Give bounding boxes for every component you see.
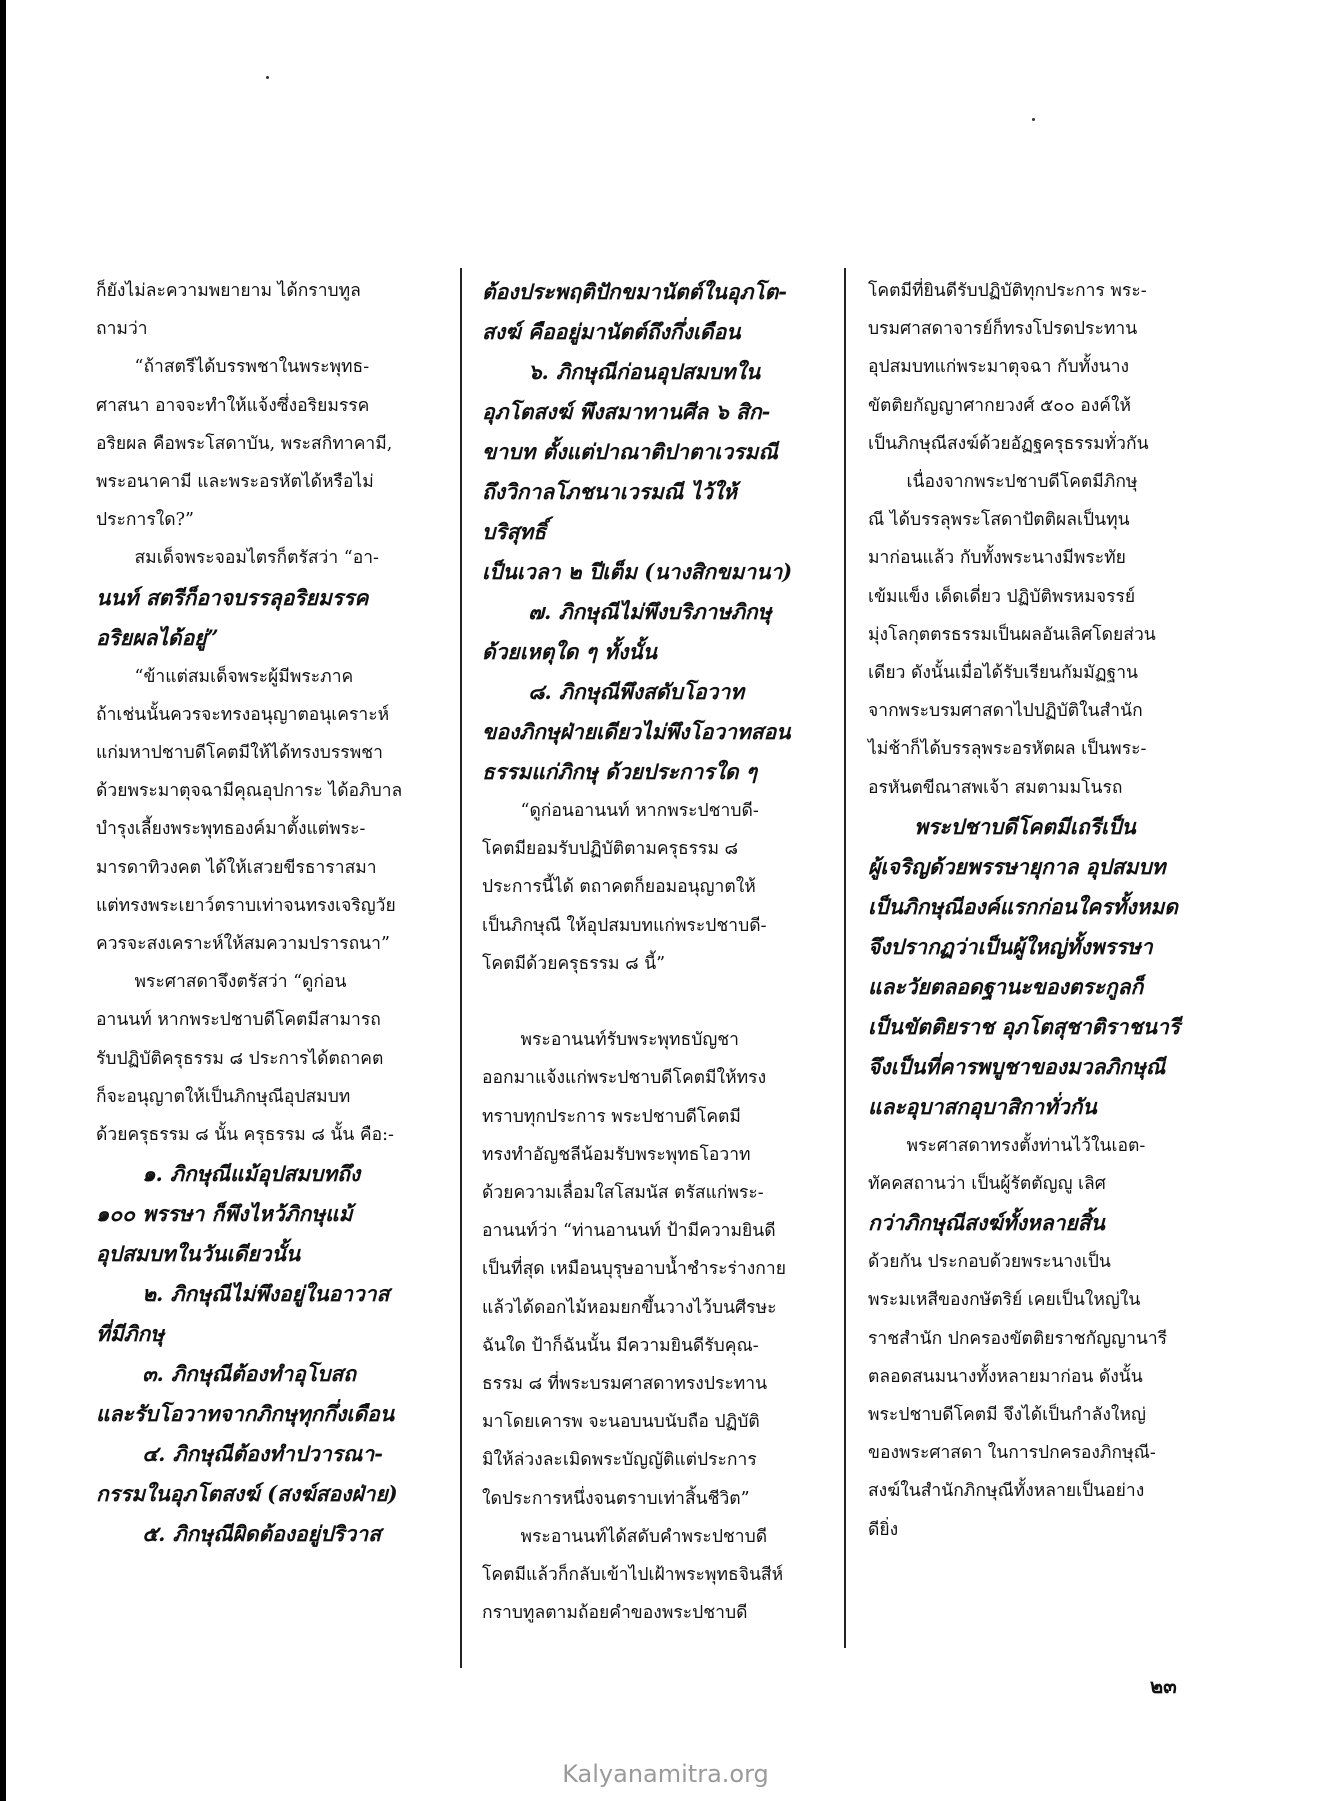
page-edge: [0, 0, 6, 1801]
text-line: อริยผล คือพระโสดาบัน, พระสกิทาคามี,: [96, 433, 393, 454]
text-line: ก็ยังไม่ละความพยายาม ได้กราบทูล: [96, 281, 361, 301]
text-line: ๗. ภิกษุณีไม่พึงบริภาษภิกษุ: [528, 599, 772, 624]
text-line: อุภโตสงฆ์ พึงสมาทานศีล ๖ สิก-: [482, 399, 771, 424]
text-line: อุปสมบทแก่พระมาตุจฉา กับทั้งนาง: [868, 357, 1130, 378]
text-line: บำรุงเลี้ยงพระพุทธองค์มาตั้งแต่พระ-: [96, 819, 366, 840]
text-line: อรหันตขีณาสพเจ้า สมตามมโนรถ: [868, 777, 1123, 798]
text-line: ของภิกษุฝ่ายเดียวไม่พึงโอวาทสอน: [482, 719, 791, 744]
text-line: พระศาสดาทรงตั้งท่านไว้ในเอต-: [906, 1135, 1146, 1156]
text-column-2: [482, 272, 800, 1632]
text-line: ใดประการหนึ่งจนตราบเท่าสิ้นชีวิต”: [482, 1488, 750, 1509]
text-line: พระอนาคามี และพระอรหัตได้หรือไม่: [96, 472, 374, 493]
text-line: ๕. ภิกษุณีผิดต้องอยู่ปริวาส: [142, 1521, 381, 1547]
text-line: “ดูก่อนอานนท์ หากพระปชาบดี-: [520, 801, 759, 821]
text-line: มาก่อนแล้ว กับทั้งพระนางมีพระทัย: [868, 548, 1126, 569]
text-line: ธรรมแก่ภิกษุ ด้วยประการใด ๆ: [482, 759, 758, 784]
text-line: เป็นภิกษุณี ให้อุปสมบทแก่พระปชาบดี-: [482, 915, 767, 936]
text-line: ทรงทำอัญชลีน้อมรับพระพุทธโอวาท: [482, 1144, 751, 1165]
text-line: เป็นขัตติยราช อุภโตสุชาติราชนารี: [868, 1013, 1181, 1039]
text-line: ด้วยความเลื่อมใสโสมนัส ตรัสแก่พระ-: [482, 1183, 764, 1204]
text-line: เป็นภิกษุณีสงฆ์ด้วยอัฏฐครุธรรมทั่วกัน: [868, 433, 1149, 454]
text-line: ๔. ภิกษุณีต้องทำปวารณา-: [142, 1441, 383, 1467]
text-line: โคตมีที่ยินดีรับปฏิบัติทุกประการ พระ-: [868, 281, 1147, 301]
text-line: ต้องประพฤติปักขมานัตต์ในอุภโต-: [482, 279, 787, 304]
text-line: ดียิ่ง: [868, 1519, 899, 1540]
text-line: โคตมียอมรับปฏิบัติตามครุธรรม ๘: [482, 839, 739, 860]
watermark: Kalyanamitra.org: [562, 1760, 769, 1788]
scan-speck: [266, 76, 269, 79]
text-line: ณี ได้บรรลุพระโสดาปัตติผลเป็นทุน: [868, 510, 1130, 531]
text-line: และอุบาสกอุบาสิกาทั่วกัน: [868, 1093, 1097, 1119]
text-line: ด้วยครุธรรม ๘ นั้น ครุธรรม ๘ นั้น คือ:-: [96, 1125, 394, 1146]
text-line: เป็นที่สุด เหมือนบุรุษอาบน้ำชำระร่างกาย: [482, 1259, 786, 1280]
text-line: กราบทูลตามถ้อยคำของพระปชาบดี: [482, 1603, 748, 1624]
text-line: ๒. ภิกษุณีไม่พึงอยู่ในอาวาส: [142, 1281, 390, 1307]
text-line: โคตมีแล้วก็กลับเข้าไปเฝ้าพระพุทธจินสีห์: [482, 1565, 784, 1586]
text-line: ผู้เจริญด้วยพรรษายุกาล อุปสมบท: [868, 853, 1166, 879]
text-line: กว่าภิกษุณีสงฆ์ทั้งหลายสิ้น: [868, 1210, 1105, 1236]
page-number: ๒๓: [1150, 1674, 1177, 1698]
text-line: ก็จะอนุญาตให้เป็นภิกษุณีอุปสมบท: [96, 1086, 351, 1107]
text-line: ถึงวิกาลโภชนาเวรมณี ไว้ให้บริสุทธิ์: [482, 479, 737, 544]
text-line: อุปสมบทในวันเดียวนั้น: [96, 1241, 301, 1267]
text-line: สงฆ์ในสำนักภิกษุณีทั้งหลายเป็นอย่าง: [868, 1481, 1145, 1502]
text-line: ของพระศาสดา ในการปกครองภิกษุณี-: [868, 1443, 1156, 1464]
text-line: มารดาทิวงคต ได้ให้เสวยขีรธาราสมา: [96, 857, 377, 878]
text-line: มุ่งโลกุตตรธรรมเป็นผลอันเลิศโดยส่วน: [868, 624, 1156, 645]
text-line: ด้วยเหตุใด ๆ ทั้งนั้น: [482, 639, 657, 664]
text-line: ประการนี้ได้ ตถาคตก็ยอมอนุญาตให้: [482, 877, 756, 898]
text-line: เดียว ดังนั้นเมื่อได้รับเรียนกัมมัฏฐาน: [868, 663, 1138, 684]
text-line: ที่มีภิกษุ: [96, 1321, 165, 1347]
text-line: ราชสำนัก ปกครองขัตติยราชกัญญานารี: [868, 1328, 1168, 1349]
text-line: ด้วยกัน ประกอบด้วยพระนางเป็น: [868, 1252, 1111, 1273]
text-line: และวัยตลอดฐานะของตระกูลก็: [868, 973, 1144, 999]
column-rule: [844, 268, 846, 1648]
text-line: จึงปรากฏว่าเป็นผู้ใหญ่ทั้งพรรษา: [868, 933, 1153, 959]
text-line: เนื่องจากพระปชาบดีโคตมีภิกษุ: [906, 472, 1138, 493]
text-line: โคตมีด้วยครุธรรม ๘ นี้”: [482, 953, 666, 974]
text-line: พระปชาบดีโคตมีเถรีเป็น: [914, 813, 1136, 839]
text-line: สมเด็จพระจอมไตรก็ตรัสว่า “อา-: [134, 548, 379, 569]
text-line: เข้มแข็ง เด็ดเดี่ยว ปฏิบัติพรหมจรรย์: [868, 586, 1136, 607]
text-line: ธรรม ๘ ที่พระบรมศาสดาทรงประทาน: [482, 1374, 768, 1395]
text-line: อริยผลได้อยู่”: [96, 624, 219, 650]
text-line: อานนท์ หากพระปชาบดีโคตมีสามารถ: [96, 1010, 381, 1031]
text-line: จึงเป็นที่คารพบูชาของมวลภิกษุณี: [868, 1053, 1166, 1079]
text-line: นนท์ สตรีก็อาจบรรลุอริยมรรค: [96, 584, 369, 610]
text-line: กรรมในอุภโตสงฆ์ (สงฆ์สองฝ่าย): [96, 1481, 398, 1507]
text-line: อานนท์ว่า “ท่านอานนท์ ป้ามีความยินดี: [482, 1221, 776, 1242]
text-line: เป็นเวลา ๒ ปีเต็ม (นางสิกขมานา): [482, 559, 793, 584]
text-line: ศาสนา อาจจะทำให้แจ้งซึ่งอริยมรรค: [96, 395, 370, 416]
text-line: ไม่ช้าก็ได้บรรลุพระอรหัตผล เป็นพระ-: [868, 739, 1147, 760]
text-line: ควรจะสงเคราะห์ให้สมความปรารถนา”: [96, 934, 390, 955]
text-line: ทราบทุกประการ พระปชาบดีโคตมี: [482, 1106, 741, 1127]
text-line: จากพระบรมศาสดาไปปฏิบัติในสำนัก: [868, 701, 1143, 722]
text-line: พระอานนท์ได้สดับคำพระปชาบดี: [520, 1526, 768, 1547]
text-line: ตลอดสนมนางทั้งหลายมาก่อน ดังนั้น: [868, 1366, 1143, 1387]
text-line: รับปฏิบัติครุธรรม ๘ ประการได้ตถาคต: [96, 1048, 384, 1069]
text-line: “ถ้าสตรีได้บรรพชาในพระพุทธ-: [134, 357, 370, 378]
text-line: พระศาสดาจึงตรัสว่า “ดูก่อน: [134, 972, 347, 993]
text-column-3: [868, 272, 1186, 1549]
text-line: [482, 983, 800, 1021]
text-line: แต่ทรงพระเยาว์ตราบเท่าจนทรงเจริญวัย: [96, 895, 396, 916]
text-line: ๘. ภิกษุณีพึงสดับโอวาท: [528, 679, 745, 704]
text-line: ออกมาแจ้งแก่พระปชาบดีโคตมีให้ทรง: [482, 1068, 767, 1089]
text-line: “ข้าแต่สมเด็จพระผู้มีพระภาค: [134, 666, 354, 687]
text-line: ถามว่า: [96, 319, 148, 340]
text-line: ประการใด?”: [96, 510, 194, 531]
text-line: ขาบท ตั้งแต่ปาณาติปาตาเวรมณี: [482, 439, 778, 464]
text-line: พระมเหสีของกษัตริย์ เคยเป็นใหญ่ใน: [868, 1290, 1141, 1311]
text-line: ทัคคสถานว่า เป็นผู้รัตตัญญู เลิศ: [868, 1174, 1106, 1195]
scan-speck: [1032, 118, 1035, 121]
text-line: พระอานนท์รับพระพุทธบัญชา: [520, 1030, 739, 1051]
text-line: ด้วยพระมาตุจฉามีคุณอุปการะ ได้อภิบาล: [96, 781, 403, 802]
text-line: ๓. ภิกษุณีต้องทำอุโบสถ: [142, 1361, 356, 1387]
text-line: พระปชาบดีโคตมี จึงได้เป็นกำลังใหญ่: [868, 1405, 1146, 1426]
text-line: แก่มหาปชาบดีโคตมีให้ได้ทรงบรรพชา: [96, 743, 383, 764]
column-rule: [460, 268, 462, 1668]
text-line: ๖. ภิกษุณีก่อนอุปสมบทใน: [528, 359, 761, 384]
text-line: และรับโอวาทจากภิกษุทุกกึ่งเดือน: [96, 1401, 395, 1427]
text-line: ๑. ภิกษุณีแม้อุปสมบทถึง: [142, 1161, 361, 1187]
text-line: สงฆ์ คืออยู่มานัตต์ถึงกึ่งเดือน: [482, 319, 741, 344]
text-line: ขัตติยกัญญาศากยวงศ์ ๕๐๐ องค์ให้: [868, 395, 1132, 416]
text-line: เป็นภิกษุณีองค์แรกก่อนใครทั้งหมด: [868, 893, 1178, 919]
text-line: แล้วได้ดอกไม้หอมยกขึ้นวางไว้บนศีรษะ: [482, 1297, 777, 1318]
text-line: ๑๐๐ พรรษา ก็พึงไหว้ภิกษุแม้: [96, 1201, 353, 1227]
text-line: มิให้ล่วงละเมิดพระบัญญัติแต่ประการ: [482, 1450, 757, 1471]
text-line: ถ้าเช่นนั้นควรจะทรงอนุญาตอนุเคราะห์: [96, 704, 390, 725]
text-line: บรมศาสดาจารย์ก็ทรงโปรดประทาน: [868, 319, 1138, 340]
text-column-1: [96, 272, 414, 1554]
text-line: ฉันใด ป้าก็ฉันนั้น มีความยินดีรับคุณ-: [482, 1335, 759, 1356]
text-line: มาโดยเคารพ จะนอบนบนับถือ ปฏิบัติ: [482, 1412, 760, 1433]
